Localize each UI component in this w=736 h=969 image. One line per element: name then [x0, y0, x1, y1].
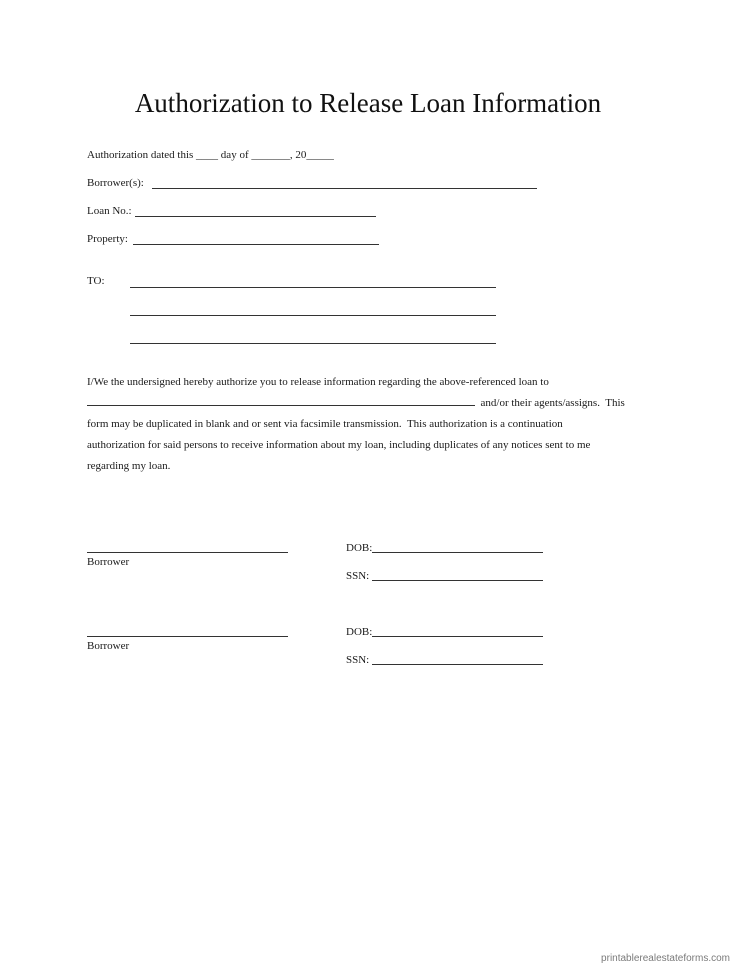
to-field-line-3[interactable] — [130, 343, 496, 344]
recipient-field[interactable] — [87, 395, 475, 406]
paragraph-line: I/We the undersigned hereby authorize you to release information regarding the above-referenced loan to — [87, 376, 549, 388]
property-label: Property: — [87, 233, 128, 245]
ssn-field[interactable] — [372, 580, 543, 581]
to-field-line-1[interactable] — [130, 287, 496, 288]
paragraph-line: authorization for said persons to receive information about my loan, including duplicates of any notices sent to me — [87, 439, 591, 451]
loan-no-label: Loan No.: — [87, 205, 132, 217]
dob-field[interactable] — [372, 552, 543, 553]
loan-no-field[interactable] — [135, 216, 376, 217]
ssn-label: SSN: — [346, 654, 370, 666]
ssn-field[interactable] — [372, 664, 543, 665]
to-field-line-2[interactable] — [130, 315, 496, 316]
dob-label: DOB: — [346, 626, 373, 638]
source-footer: printablerealestateforms.com — [601, 953, 730, 964]
paragraph-line: form may be duplicated in blank and or sent via facsimile transmission. This authorization is a continuation — [87, 418, 563, 430]
ssn-label: SSN: — [346, 570, 370, 582]
to-label: TO: — [87, 275, 105, 287]
borrower-label: Borrower — [87, 640, 130, 652]
paragraph-line-text: and/or their agents/assigns. This — [480, 397, 625, 409]
paragraph-line — [87, 393, 647, 414]
borrower-signature-line[interactable] — [87, 636, 288, 637]
paragraph-line: regarding my loan. — [87, 460, 171, 472]
borrowers-label: Borrower(s): — [87, 177, 144, 189]
authorization-paragraph — [87, 372, 647, 477]
borrower-signature-line[interactable] — [87, 552, 288, 553]
document-title: Authorization to Release Loan Information — [134, 88, 602, 118]
borrowers-field[interactable] — [152, 188, 537, 189]
borrower-label: Borrower — [87, 556, 130, 568]
dated-line: Authorization dated this ____ day of _______, 20_____ — [87, 149, 334, 161]
dob-field[interactable] — [372, 636, 543, 637]
dob-label: DOB: — [346, 542, 373, 554]
property-field[interactable] — [133, 244, 379, 245]
